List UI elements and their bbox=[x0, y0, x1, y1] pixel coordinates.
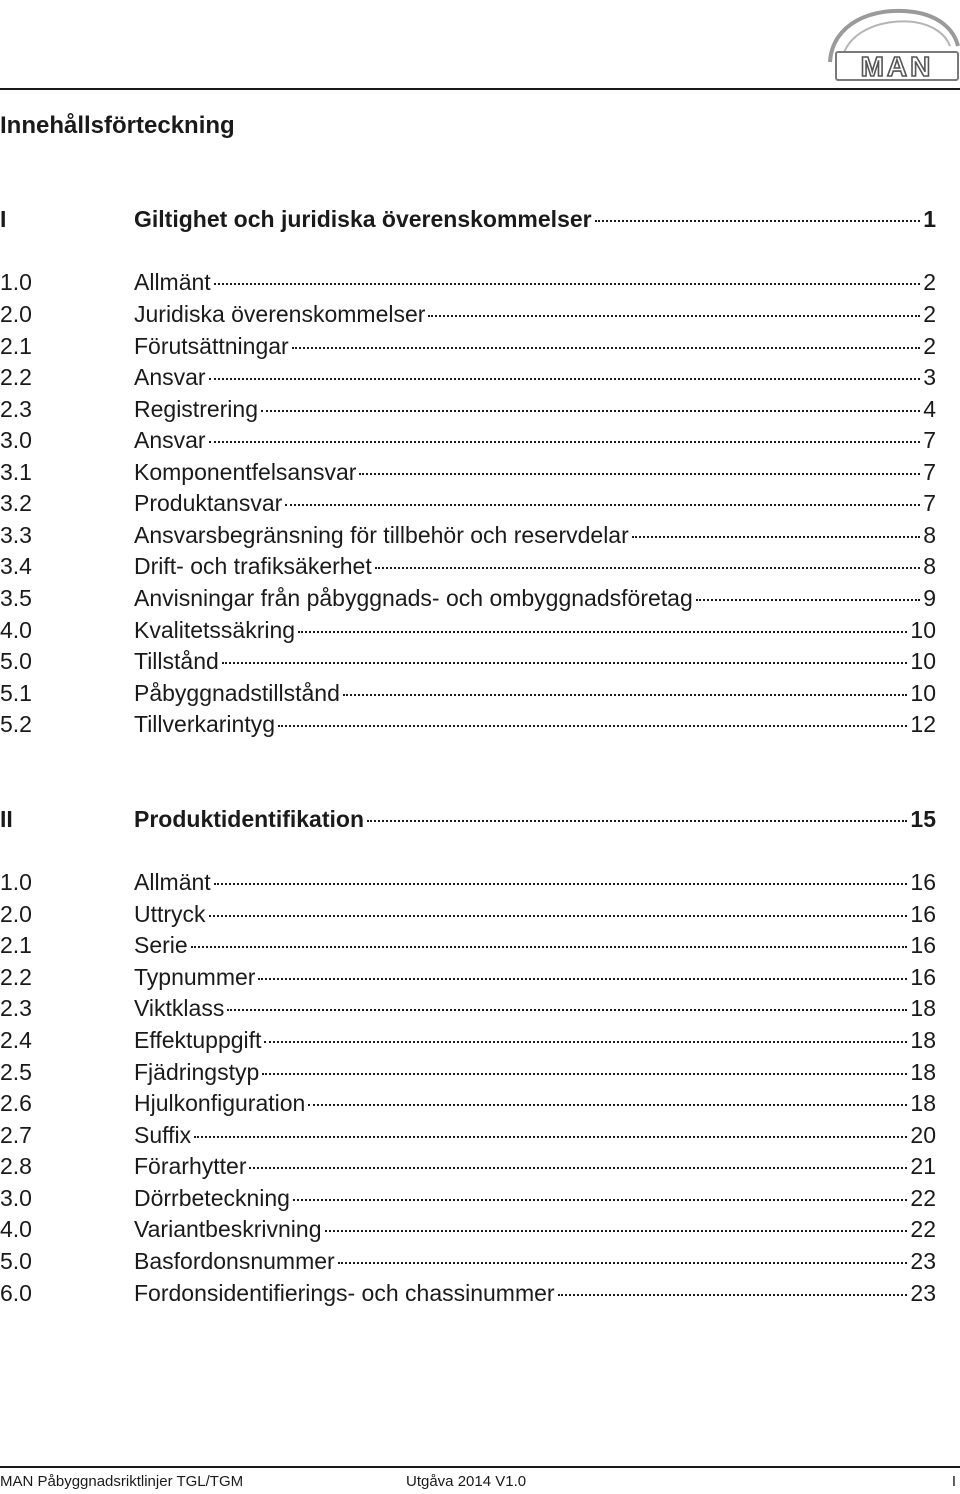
toc-row[interactable] bbox=[0, 522, 936, 554]
toc-leader-dots bbox=[632, 536, 920, 538]
toc-label: Förutsättningar bbox=[134, 333, 289, 359]
toc-leader-dots bbox=[264, 1041, 907, 1043]
toc-leader-dots bbox=[595, 220, 921, 222]
toc-number: 2.0 bbox=[0, 901, 32, 927]
toc-row[interactable] bbox=[0, 490, 936, 522]
toc-row[interactable] bbox=[0, 1090, 936, 1122]
toc-number: 4.0 bbox=[0, 1216, 32, 1242]
page-title: Innehållsförteckning bbox=[0, 112, 235, 139]
toc-label: Suffix bbox=[134, 1122, 192, 1148]
toc-leader-dots bbox=[292, 347, 921, 349]
toc-leader-dots bbox=[308, 1104, 907, 1106]
toc-page-number: 18 bbox=[910, 1059, 936, 1085]
toc-row[interactable] bbox=[0, 459, 936, 491]
toc-leader-dots bbox=[214, 883, 908, 885]
toc-label: Variantbeskrivning bbox=[134, 1216, 322, 1242]
toc-number: I bbox=[0, 206, 7, 232]
toc-number: 3.1 bbox=[0, 459, 32, 485]
toc-row[interactable] bbox=[0, 1059, 936, 1091]
toc-label: Viktklass bbox=[134, 995, 225, 1021]
toc-label: Typnummer bbox=[134, 964, 256, 990]
toc-section-row[interactable] bbox=[0, 206, 936, 238]
toc-leader-dots bbox=[262, 1073, 907, 1075]
toc-label: Juridiska överenskommelser bbox=[134, 301, 426, 327]
toc-leader-dots bbox=[278, 725, 907, 727]
toc-leader-dots bbox=[338, 1262, 908, 1264]
toc-label: Fjädringstyp bbox=[134, 1059, 260, 1085]
toc-label: Allmänt bbox=[134, 869, 211, 895]
toc-label: Produktansvar bbox=[134, 490, 283, 516]
toc-leader-dots bbox=[194, 1136, 907, 1138]
toc-number: 2.1 bbox=[0, 932, 32, 958]
toc-leader-dots bbox=[343, 694, 908, 696]
footer-page-number: I bbox=[951, 1473, 956, 1490]
toc-number: 5.1 bbox=[0, 680, 32, 706]
toc-page-number: 16 bbox=[910, 901, 936, 927]
toc-page-number: 3 bbox=[923, 364, 936, 390]
toc-number: 6.0 bbox=[0, 1280, 32, 1306]
toc-label: Produktidentifikation bbox=[134, 806, 364, 832]
toc-page-number: 15 bbox=[910, 806, 936, 832]
toc-row[interactable] bbox=[0, 1153, 936, 1185]
toc-number: 3.4 bbox=[0, 553, 32, 579]
toc-row[interactable] bbox=[0, 1027, 936, 1059]
footer bbox=[0, 1473, 960, 1493]
toc-leader-dots bbox=[298, 631, 907, 633]
toc-page-number: 4 bbox=[923, 396, 936, 422]
toc-row[interactable] bbox=[0, 396, 936, 428]
toc-label: Uttryck bbox=[134, 901, 206, 927]
toc-number: 2.2 bbox=[0, 364, 32, 390]
toc-label: Hjulkonfiguration bbox=[134, 1090, 306, 1116]
toc-number: 3.5 bbox=[0, 585, 32, 611]
toc-row[interactable] bbox=[0, 1248, 936, 1280]
toc-row[interactable] bbox=[0, 995, 936, 1027]
toc-label: Tillstånd bbox=[134, 648, 219, 674]
toc-page-number: 10 bbox=[910, 680, 936, 706]
toc-number: 3.3 bbox=[0, 522, 32, 548]
toc-page-number: 2 bbox=[923, 301, 936, 327]
toc-page-number: 7 bbox=[923, 490, 936, 516]
toc-number: II bbox=[0, 806, 13, 832]
toc-row[interactable] bbox=[0, 648, 936, 680]
toc-label: Ansvar bbox=[134, 364, 206, 390]
toc-page-number: 7 bbox=[923, 427, 936, 453]
toc-label: Komponentfelsansvar bbox=[134, 459, 357, 485]
toc-row[interactable] bbox=[0, 964, 936, 996]
toc-number: 2.6 bbox=[0, 1090, 32, 1116]
toc-leader-dots bbox=[325, 1230, 908, 1232]
toc-row[interactable] bbox=[0, 617, 936, 649]
logo-text: MAN bbox=[860, 51, 934, 82]
toc-row[interactable] bbox=[0, 333, 936, 365]
toc-page-number: 8 bbox=[923, 522, 936, 548]
toc-row[interactable] bbox=[0, 301, 936, 333]
toc-number: 2.4 bbox=[0, 1027, 32, 1053]
toc-number: 2.1 bbox=[0, 333, 32, 359]
toc-label: Ansvar bbox=[134, 427, 206, 453]
toc-page-number: 1 bbox=[923, 206, 936, 232]
toc-page-number: 23 bbox=[910, 1248, 936, 1274]
toc-number: 3.0 bbox=[0, 1185, 32, 1211]
toc-number: 1.0 bbox=[0, 269, 32, 295]
toc-leader-dots bbox=[558, 1294, 908, 1296]
toc-row[interactable] bbox=[0, 585, 936, 617]
toc-leader-dots bbox=[696, 599, 920, 601]
footer-edition: Utgåva 2014 V1.0 bbox=[406, 1473, 527, 1490]
toc-page-number: 8 bbox=[923, 553, 936, 579]
toc-row[interactable] bbox=[0, 680, 936, 712]
toc-leader-dots bbox=[209, 915, 908, 917]
toc-page-number: 22 bbox=[910, 1216, 936, 1242]
toc-label: Kvalitetssäkring bbox=[134, 617, 296, 643]
toc-row[interactable] bbox=[0, 427, 936, 459]
toc-section-row[interactable] bbox=[0, 806, 936, 838]
toc-page-number: 2 bbox=[923, 333, 936, 359]
toc-leader-dots bbox=[359, 473, 920, 475]
toc-leader-dots bbox=[222, 662, 908, 664]
toc-label: Serie bbox=[134, 932, 188, 958]
toc-page-number: 9 bbox=[923, 585, 936, 611]
toc-leader-dots bbox=[209, 378, 921, 380]
toc-page-number: 20 bbox=[910, 1122, 936, 1148]
toc-label: Basfordonsnummer bbox=[134, 1248, 335, 1274]
toc-label: Registrering bbox=[134, 396, 258, 422]
toc-page-number: 16 bbox=[910, 932, 936, 958]
toc-page-number: 7 bbox=[923, 459, 936, 485]
header-rule bbox=[0, 88, 960, 90]
toc-label: Ansvarsbegränsning för tillbehör och reservdelar bbox=[134, 522, 629, 548]
toc-page-number: 23 bbox=[910, 1280, 936, 1306]
toc-leader-dots bbox=[214, 283, 921, 285]
toc-number: 2.3 bbox=[0, 995, 32, 1021]
toc-row[interactable] bbox=[0, 1280, 936, 1312]
toc-label: Effektuppgift bbox=[134, 1027, 262, 1053]
toc-page-number: 16 bbox=[910, 869, 936, 895]
toc-label: Allmänt bbox=[134, 269, 211, 295]
toc-row[interactable] bbox=[0, 1122, 936, 1154]
toc-label: Påbyggnadstillstånd bbox=[134, 680, 340, 706]
toc-page-number: 18 bbox=[910, 1027, 936, 1053]
toc-leader-dots bbox=[293, 1199, 907, 1201]
toc-number: 5.0 bbox=[0, 648, 32, 674]
toc-number: 2.3 bbox=[0, 396, 32, 422]
toc-leader-dots bbox=[375, 567, 920, 569]
toc-row[interactable] bbox=[0, 1216, 936, 1248]
toc-row[interactable] bbox=[0, 711, 936, 743]
toc-page-number: 2 bbox=[923, 269, 936, 295]
toc-page-number: 16 bbox=[910, 964, 936, 990]
toc-label: Giltighet och juridiska överenskommelser bbox=[134, 206, 592, 232]
toc-number: 2.5 bbox=[0, 1059, 32, 1085]
toc-row[interactable] bbox=[0, 364, 936, 396]
toc-label: Förarhytter bbox=[134, 1153, 247, 1179]
footer-document-title: MAN Påbyggnadsriktlinjer TGL/TGM bbox=[0, 1473, 244, 1490]
toc-leader-dots bbox=[285, 504, 920, 506]
toc-page-number: 10 bbox=[910, 617, 936, 643]
toc-number: 3.0 bbox=[0, 427, 32, 453]
toc-number: 4.0 bbox=[0, 617, 32, 643]
toc-page-number: 18 bbox=[910, 995, 936, 1021]
toc-row[interactable] bbox=[0, 869, 936, 901]
toc-row[interactable] bbox=[0, 1185, 936, 1217]
toc-page-number: 18 bbox=[910, 1090, 936, 1116]
toc-label: Fordonsidentifierings- och chassinummer bbox=[134, 1280, 555, 1306]
toc-page-number: 12 bbox=[910, 711, 936, 737]
toc-page-number: 10 bbox=[910, 648, 936, 674]
toc-number: 1.0 bbox=[0, 869, 32, 895]
toc-number: 2.2 bbox=[0, 964, 32, 990]
toc-label: Tillverkarintyg bbox=[134, 711, 276, 737]
toc-leader-dots bbox=[367, 820, 907, 822]
toc-number: 2.7 bbox=[0, 1122, 32, 1148]
toc-number: 5.2 bbox=[0, 711, 32, 737]
toc-leader-dots bbox=[428, 315, 920, 317]
toc-number: 5.0 bbox=[0, 1248, 32, 1274]
toc-leader-dots bbox=[258, 978, 907, 980]
toc-row[interactable] bbox=[0, 553, 936, 585]
toc-leader-dots bbox=[227, 1009, 907, 1011]
footer-rule bbox=[0, 1466, 960, 1468]
toc-page-number: 22 bbox=[910, 1185, 936, 1211]
toc-number: 2.8 bbox=[0, 1153, 32, 1179]
toc-label: Anvisningar från påbyggnads- och ombyggnadsföretag bbox=[134, 585, 693, 611]
toc-leader-dots bbox=[209, 441, 921, 443]
toc-label: Drift- och trafiksäkerhet bbox=[134, 553, 372, 579]
toc-label: Dörrbeteckning bbox=[134, 1185, 290, 1211]
toc-row[interactable] bbox=[0, 269, 936, 301]
toc-leader-dots bbox=[261, 410, 920, 412]
toc-number: 3.2 bbox=[0, 490, 32, 516]
toc-number: 2.0 bbox=[0, 301, 32, 327]
toc-row[interactable] bbox=[0, 932, 936, 964]
toc-leader-dots bbox=[249, 1167, 907, 1169]
toc-row[interactable] bbox=[0, 901, 936, 933]
toc-leader-dots bbox=[191, 946, 908, 948]
toc-page-number: 21 bbox=[910, 1153, 936, 1179]
man-logo bbox=[822, 2, 960, 82]
